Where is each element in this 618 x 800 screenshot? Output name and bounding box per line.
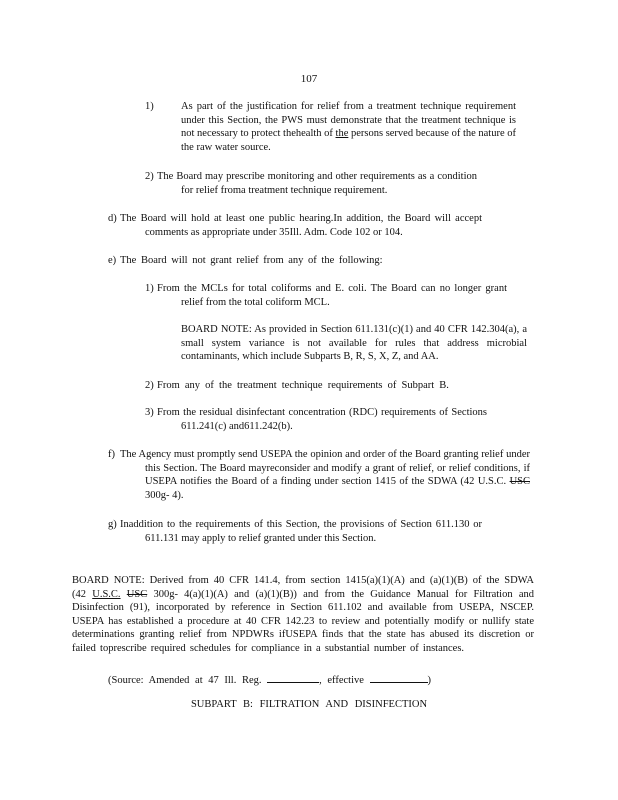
struck-text: USC xyxy=(126,588,148,600)
item-f-text: The Agency must promptly send USEPA the opinion and order of the Board granting relief under this Section. The Board mayreconsider and modify a grant of relief, or relief conditions, if USEPA notifies the Board of a finding under section 1415 of the SDWA (42 U.S.C. USC 300g- 4). xyxy=(120,449,530,501)
register-blank xyxy=(267,672,319,683)
page-number: 107 xyxy=(300,73,318,85)
inserted-word: the xyxy=(335,128,349,140)
item-c2-text: The Board may prescribe monitoring and other requirements as a condition for relief froma treatment technique requirement. xyxy=(157,171,477,196)
item-d-label: d) xyxy=(108,213,117,224)
item-e1-label: 1) xyxy=(145,283,154,294)
item-e-label: e) xyxy=(108,255,117,266)
item-c2-label: 2) xyxy=(145,171,154,182)
item-g-text: Inaddition to the requirements of this Section, the provisions of Section 611.130 or 611.131 may apply to relief granted under this Section. xyxy=(120,519,482,544)
inserted-text: U.S.C. xyxy=(92,588,121,600)
struck-text: USC xyxy=(509,476,530,488)
subpart-heading: SUBPART B: FILTRATION AND DISINFECTION xyxy=(190,699,428,710)
item-c1-text: As part of the justification for relief from a treatment technique requirement under this Section, the PWS must demonstrate that the treatment technique is not necessary to protect thehealth of the persons served because of the nature of the raw water source. xyxy=(181,101,517,153)
item-e3-text: From the residual disinfectant concentration (RDC) requirements of Sections 611.241(c) and611.242(b). xyxy=(157,407,487,432)
item-e2-label: 2) xyxy=(145,380,154,391)
item-d-text: The Board will hold at least one public hearing.In addition, the Board will accept comments as appropriate under 35Ill. Adm. Code 102 or 104. xyxy=(120,213,482,238)
item-e-text: The Board will not grant relief from any of the following: xyxy=(120,255,383,266)
item-f-label: f) xyxy=(108,449,115,460)
board-note-main: BOARD NOTE: Derived from 40 CFR 141.4, from section 1415(a)(1)(A) and (a)(1)(B) of the SDWA (42 U.S.C. USC 300g- 4(a)(1)(A) and (a)(1)(B)) and from the Guidance Manual for Filtration and Disinfection (91), incorporated by reference in Section 611.102 and available from USEPA, NSCEP. USEPA has established a procedure at 40 CFR 142.23 to review and potentially modify or nullify state determinations granting relief from NPDWRs ifUSEPA finds that the state has abused its discretion or failed toprescribe required schedules for compliance in a substantial number of instances. xyxy=(72,575,534,654)
item-g-label: g) xyxy=(108,519,117,530)
source-note: (Source: Amended at 47 Ill. Reg. , effective ) xyxy=(108,672,508,688)
effective-date-blank xyxy=(370,672,428,683)
item-c1-label: 1) xyxy=(145,101,154,112)
item-e3-label: 3) xyxy=(145,407,154,418)
board-note-e1: BOARD NOTE: As provided in Section 611.131(c)(1) and 40 CFR 142.304(a), a small system variance is not available for rules that address microbial contaminants, which include Subparts B, R, S, X, Z, and AA. xyxy=(181,324,527,363)
item-e2-text: From any of the treatment technique requirements of Subpart B. xyxy=(157,380,449,391)
item-e1-text: From the MCLs for total coliforms and E. coli. The Board can no longer grant relief from the total coliform MCL. xyxy=(157,283,507,308)
